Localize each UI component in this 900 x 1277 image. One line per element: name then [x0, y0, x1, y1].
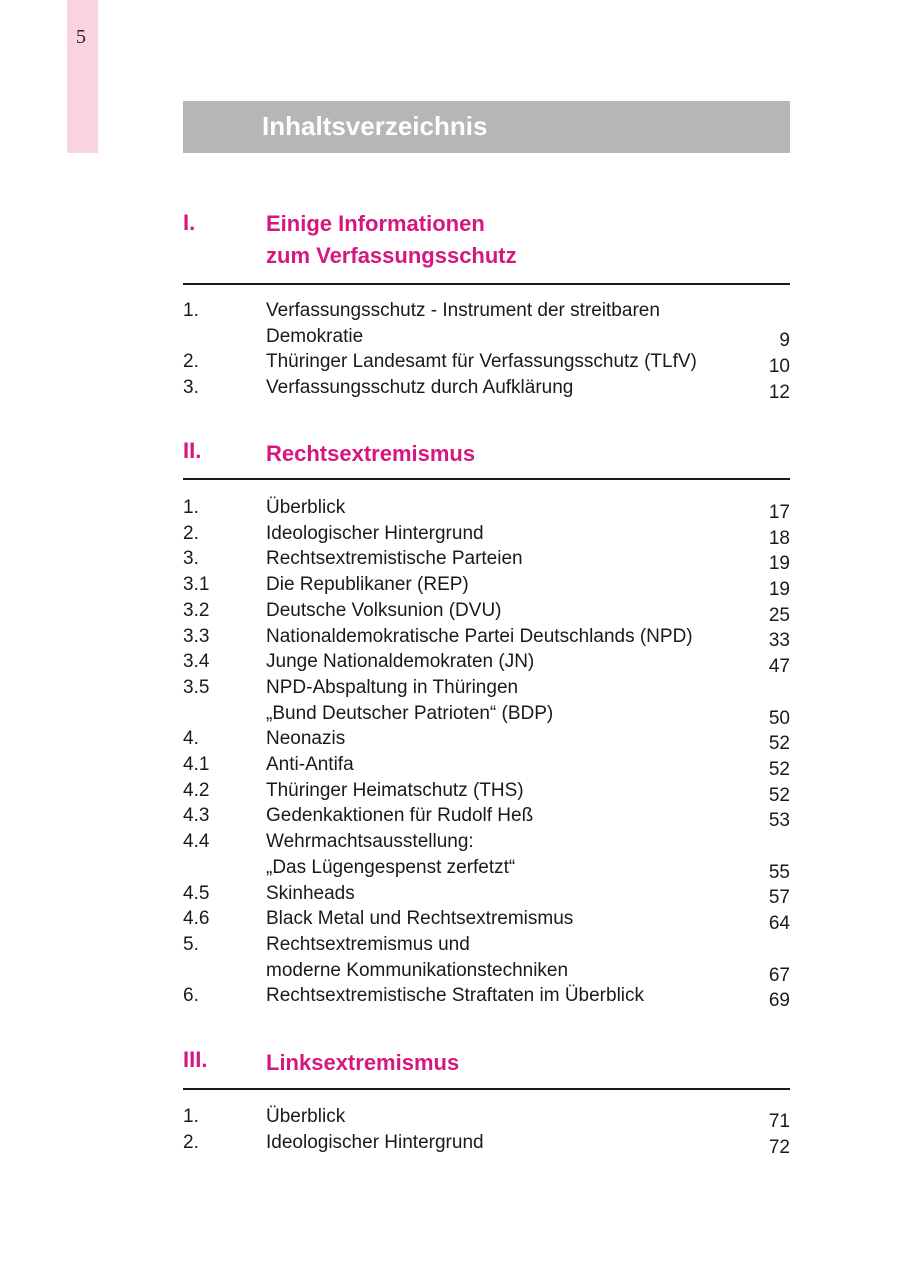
toc-entry[interactable]: 4. Neonazis 52 [183, 726, 790, 752]
section-number: II. [183, 438, 202, 463]
toc-page: 52 [768, 784, 790, 806]
section-rule [183, 283, 790, 285]
section-title: Rechtsextremismus [266, 441, 476, 466]
toc-entry[interactable]: 3. Rechtsextremistische Parteien 19 [183, 546, 790, 572]
toc-entry[interactable]: 3.4 Junge Nationaldemokraten (JN) 47 [183, 649, 790, 675]
section-rule [183, 1088, 790, 1090]
toc-page: 52 [768, 758, 790, 780]
toc-entry[interactable]: 3.2 Deutsche Volksunion (DVU) 25 [183, 598, 790, 624]
toc-entry[interactable]: 4.4 Wehrmachtsausstellung: „Das Lügengespenst zerfetzt“ 55 [183, 829, 790, 880]
toc-page: 69 [768, 990, 790, 1012]
toc-entry[interactable]: 2. Ideologischer Hintergrund 18 [183, 521, 790, 547]
toc-entry[interactable]: 6. Rechtsextremistische Straftaten im Überblick 69 [183, 983, 790, 1009]
toc-page: 72 [768, 1137, 790, 1159]
toc-entry[interactable]: 4.3 Gedenkaktionen für Rudolf Heß 53 [183, 803, 790, 829]
toc-page: 25 [768, 604, 790, 626]
toc-page: 18 [768, 527, 790, 549]
toc-page: 19 [768, 579, 790, 601]
toc-page: 57 [768, 887, 790, 909]
toc-entry[interactable]: 3.3 Nationaldemokratische Partei Deutschlands (NPD) 33 [183, 624, 790, 650]
toc-page: 17 [768, 501, 790, 523]
toc-page: 19 [768, 553, 790, 575]
toc-page: 47 [768, 656, 790, 678]
toc-page: 50 [768, 707, 790, 729]
section-rule [183, 478, 790, 480]
toc-page: 33 [768, 630, 790, 652]
page-title: Inhaltsverzeichnis [262, 111, 488, 141]
toc-entry[interactable]: 4.1 Anti-Antifa 52 [183, 752, 790, 778]
section-number: III. [183, 1047, 208, 1072]
toc-page: 12 [768, 382, 790, 404]
chapter-tab [67, 0, 98, 153]
toc-entry[interactable]: 1. Verfassungsschutz - Instrument der streitbaren Demokratie 9 [183, 298, 790, 349]
toc-page: 71 [768, 1111, 790, 1133]
toc-entry[interactable]: 3. Verfassungsschutz durch Aufklärung 12 [183, 375, 790, 401]
section-number: I. [183, 210, 196, 235]
toc-entry[interactable]: 1. Überblick 71 [183, 1104, 790, 1130]
page-number: 5 [76, 26, 86, 48]
section-title: Einige Informationen zum Verfassungsschutz [266, 211, 517, 268]
toc-entry[interactable]: 4.2 Thüringer Heimatschutz (THS) 52 [183, 778, 790, 804]
section-title: Linksextremismus [266, 1050, 460, 1075]
toc-page: 10 [768, 356, 790, 378]
toc-page: 9 [779, 330, 790, 352]
toc-entry[interactable]: 4.5 Skinheads 57 [183, 881, 790, 907]
toc-page: 52 [768, 733, 790, 755]
title-bar [183, 101, 790, 153]
toc-entry[interactable]: 5. Rechtsextremismus und moderne Kommunikationstechniken 67 [183, 932, 790, 983]
toc-page: 67 [768, 964, 790, 986]
toc-entry[interactable]: 4.6 Black Metal und Rechtsextremismus 64 [183, 906, 790, 932]
toc-entry[interactable]: 1. Überblick 17 [183, 495, 790, 521]
toc-page: 64 [768, 913, 790, 935]
toc-entry[interactable]: 3.5 NPD-Abspaltung in Thüringen „Bund Deutscher Patrioten“ (BDP) 50 [183, 675, 790, 726]
toc-entry[interactable]: 2. Ideologischer Hintergrund 72 [183, 1130, 790, 1156]
toc-entry[interactable]: 2. Thüringer Landesamt für Verfassungsschutz (TLfV) 10 [183, 349, 790, 375]
toc-page: 53 [768, 810, 790, 832]
toc-page: 55 [768, 861, 790, 883]
toc-entry[interactable]: 3.1 Die Republikaner (REP) 19 [183, 572, 790, 598]
